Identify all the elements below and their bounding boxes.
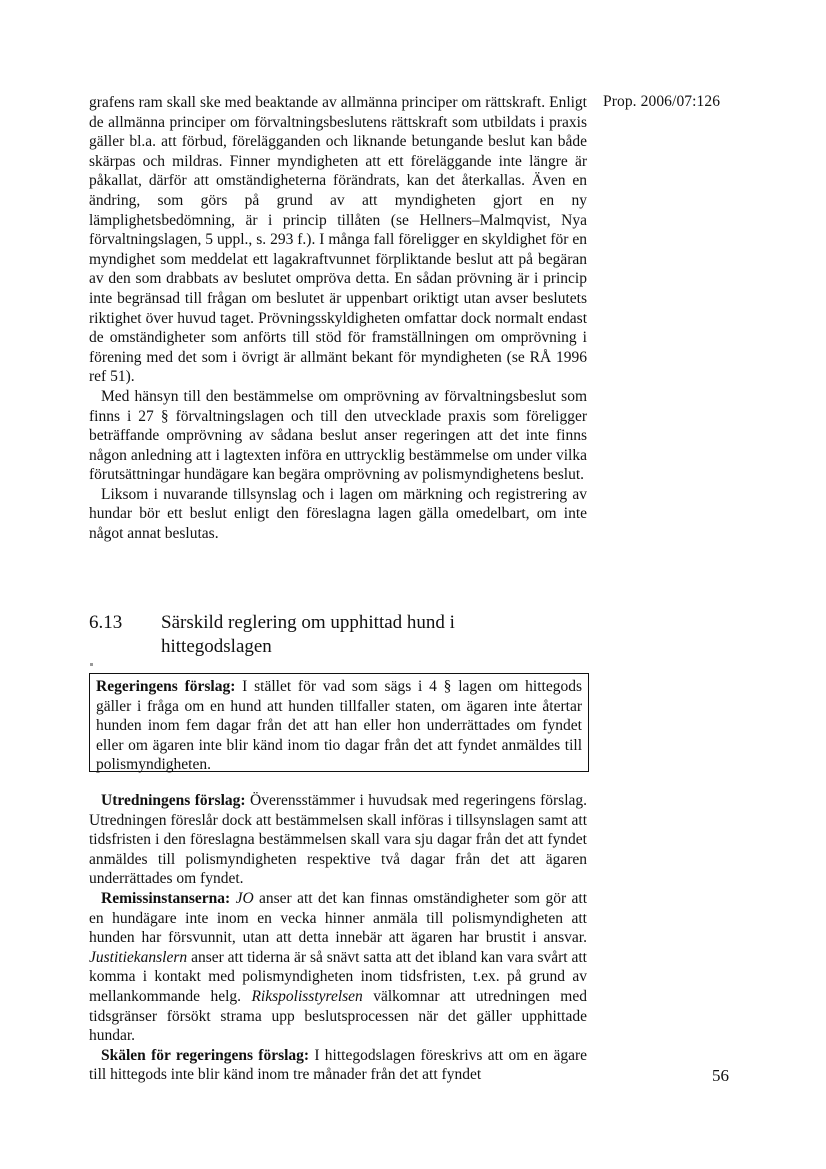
remiss-jo: JO [235,889,254,907]
remiss-label: Remissinstanserna: [101,889,231,907]
remiss-text-3: anser att tiderna är så snävt satta att det ibland kan vara svårt att komma i kontakt med polismyndigheten inom tidsfristen, t.ex. på grund av mellankommande helg. [89,948,587,1005]
proposition-reference: Prop. 2006/07:126 [603,93,721,110]
skalen-label: Skälen för regeringens förslag: [101,1046,310,1064]
paragraph-utredningen [89,791,587,889]
government-proposal-box [89,673,589,772]
paragraph-skalen [89,1046,587,1085]
remiss-justitiekanslern: Justitiekanslern [89,948,188,966]
remiss-text-4: välkomnar att utredningen med tidsgränser försökt strama upp beslutsprocessen när det gäller upphittade hundar. [89,987,587,1045]
remiss-rikspolisstyrelsen: Rikspolisstyrelsen [251,987,363,1005]
page-number: 56 [712,1066,729,1085]
scan-mark [90,663,93,666]
top-text-block [89,93,587,544]
section-title: Särskild reglering om upphittad hund i hittegodslagen [161,612,455,657]
utredningen-label: Utredningens förslag: [101,792,246,809]
paragraph-omedelbart: Liksom i nuvarande tillsynslag och i lagen om märkning och registrering av hundar bör ett beslut enligt den föreslagna lagen gälla omedelbart, om inte något annat beslutas. [89,485,587,543]
section-number: 6.13 [89,612,123,633]
proposal-text [96,677,582,775]
utredningen-text: Överensstämmer i huvudsak med regeringens förslag. Utredningen föreslår dock att bestämmelsen skall införas i tillsynslagen samt att tidsfristen i den föreslagna bestämmelsen skall vara sju dagar från det att fyndet anmäldes till polismyndigheten respektive två dagar från det att ägaren underrättades om fyndet. [89,792,587,888]
body-text-block [89,791,587,1085]
remiss-text-2: anser att det kan finnas omständigheter som gör att en hundägare inte inom en vecka hinner anmäla till polismyndigheten att hunden har försvunnit, utan att detta innebär att ägaren har brustit i ansvar. [89,889,587,947]
paragraph-omprovning: Med hänsyn till den bestämmelse om omprövning av förvaltningsbeslut som finns i 27 § förvaltningslagen och till den utvecklade praxis som föreligger beträffande omprövning av sådana beslut anser regeringen att det inte finns någon anledning att i lagtexten införa en uttrycklig bestämmelse om under vilka förutsättningar hundägare kan begära omprövning av polismyndighetens beslut. [89,387,587,484]
paragraph-rattskraft: grafens ram skall ske med beaktande av allmänna principer om rättskraft. Enligt de allmänna principer om förvaltningsbeslutens rättskraft som utbildats i praxis gäller bl.a. att förbud, förelägganden och liknande betungande beslut kan både skärpas och mildras. Finner myndigheten att ett föreläggande inte längre är påkallat, därför att omständigheterna förändrats, kan det återkallas. Även en ändring, som görs på grund av att myndigheten gjort en ny lämplighetsbedömning, är i princip tillåten (se Hellners–Malmqvist, Nya förvaltningslagen, 5 uppl., s. 293 f.). I många fall föreligger en skyldighet för en myndighet som meddelat ett lagakraftvunnet förpliktande beslut att på begäran av den som drabbats av beslutet ompröva detta. En sådan prövning är i princip inte begränsad till frågan om beslutet är uppenbart oriktigt utan avser beslutets riktighet över huvud taget. Prövningsskyldigheten omfattar dock normalt endast de omständigheter som anförts till stöd för framställningen om omprövning i förening med det som i övrigt är allmänt bekant för myndigheten (se RÅ 1996 ref 51). [89,94,587,386]
skalen-text: I hittegodslagen föreskrivs att om en ägare till hittegods inte blir känd inom tre månader från det att fyndet [89,1046,588,1084]
proposal-label: Regeringens förslag: [96,678,236,695]
paragraph-remissinstanserna [89,889,587,1046]
proposal-body: I stället för vad som sägs i 4 § lagen om hittegods gäller i fråga om en hund att hunden tillfaller staten, om ägaren inte återtar hunden inom fem dagar från det att han eller hon underrättades om fyndet eller om ägaren inte blir känd inom tio dagar från det att fyndet anmäldes till polismyndigheten. [96,678,582,774]
